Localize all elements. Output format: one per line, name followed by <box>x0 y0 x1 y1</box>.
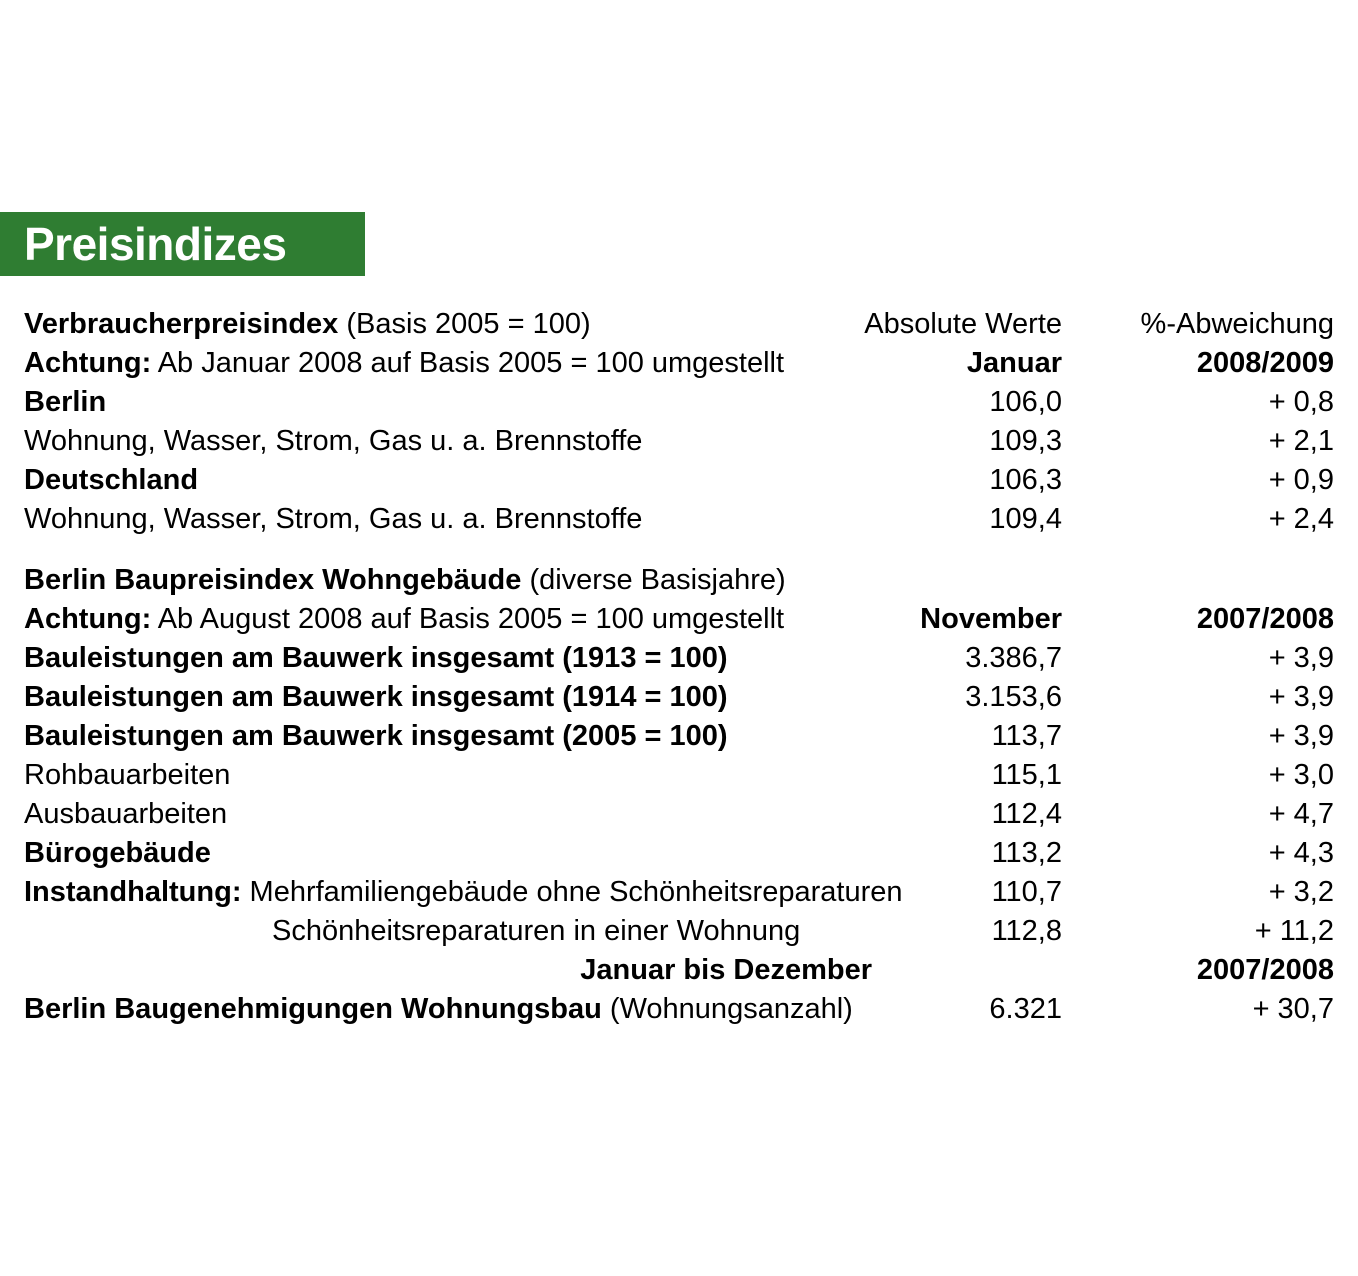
row-value: 3.153,6 <box>965 681 1062 713</box>
section-spacer <box>0 539 1358 561</box>
row-label <box>0 990 872 1029</box>
table-row <box>0 383 1358 422</box>
row-value: 109,4 <box>989 503 1062 535</box>
table-row <box>0 500 1358 539</box>
table-header-row <box>0 305 1358 344</box>
row-label: Bürogebäude <box>24 837 211 869</box>
section2-note-row <box>0 600 1358 639</box>
table-row <box>0 990 1358 1029</box>
section2-title <box>0 561 872 600</box>
row-deviation: + 3,0 <box>1268 759 1334 791</box>
row-label: Bauleistungen am Bauwerk insgesamt (1913 = 100) <box>24 642 728 674</box>
row-deviation: + 3,2 <box>1268 876 1334 908</box>
column-header-absolute: Absolute Werte <box>864 308 1062 340</box>
table-row <box>0 639 1358 678</box>
row-label: Wohnung, Wasser, Strom, Gas u. a. Brennstoffe <box>24 503 643 535</box>
section1-note-lead: Achtung: <box>24 347 152 379</box>
section2-title-row <box>0 561 1358 600</box>
section2-title-lead: Berlin Baupreisindex Wohngebäude <box>24 564 522 596</box>
row-deviation: + 3,9 <box>1268 642 1334 674</box>
section-banner <box>0 212 365 276</box>
row-value: 3.386,7 <box>965 642 1062 674</box>
row-label: Deutschland <box>24 464 199 496</box>
section3-period-deviation: 2007/2008 <box>1196 954 1334 986</box>
section3-period: Januar bis Dezember <box>580 954 872 986</box>
price-index-table <box>0 305 1358 1029</box>
section1-note-rest: Ab Januar 2008 auf Basis 2005 = 100 umgestellt <box>151 347 785 379</box>
section2-period-deviation: 2007/2008 <box>1196 603 1334 635</box>
row-label: Bauleistungen am Bauwerk insgesamt (2005 = 100) <box>24 720 728 752</box>
row-deviation: + 4,7 <box>1268 798 1334 830</box>
row-label: Rohbauarbeiten <box>24 759 231 791</box>
column-header-deviation: %-Abweichung <box>1140 308 1334 340</box>
table-row <box>0 461 1358 500</box>
row-value: 106,0 <box>989 386 1062 418</box>
table-row <box>0 678 1358 717</box>
row-value: 110,7 <box>991 876 1062 908</box>
row-value: 115,1 <box>991 759 1062 791</box>
section1-title <box>0 305 864 344</box>
section2-note-rest: Ab August 2008 auf Basis 2005 = 100 umgestellt <box>151 603 785 635</box>
section2-note-lead: Achtung: <box>24 603 152 635</box>
row-label: Berlin <box>24 386 107 418</box>
maintenance-label-rest: Mehrfamiliengebäude ohne Schönheitsreparaturen <box>241 876 903 908</box>
section1-title-lead: Verbraucherpreisindex <box>24 308 339 340</box>
row-value: 6.321 <box>989 993 1062 1025</box>
row-label: Schönheitsreparaturen in einer Wohnung <box>272 915 801 947</box>
row-deviation: + 2,4 <box>1268 503 1334 535</box>
row-value: 113,2 <box>991 837 1062 869</box>
row-value: 112,8 <box>991 915 1062 947</box>
row-deviation: + 11,2 <box>1254 915 1334 947</box>
row-deviation: + 30,7 <box>1252 993 1334 1025</box>
table-row <box>0 717 1358 756</box>
section2-note <box>0 600 872 639</box>
row-value: 113,7 <box>991 720 1062 752</box>
row-deviation: + 2,1 <box>1268 425 1334 457</box>
table-row <box>0 834 1358 873</box>
section3-row-label-lead: Berlin Baugenehmigungen Wohnungsbau <box>24 993 602 1025</box>
section1-title-rest: (Basis 2005 = 100) <box>338 308 591 340</box>
row-deviation: + 0,8 <box>1268 386 1334 418</box>
table-row <box>0 756 1358 795</box>
table-row <box>0 795 1358 834</box>
section1-period: Januar <box>966 347 1062 379</box>
section2-period: November <box>920 603 1062 635</box>
maintenance-row <box>0 873 1358 912</box>
row-deviation: + 0,9 <box>1268 464 1334 496</box>
row-deviation: + 4,3 <box>1268 837 1334 869</box>
section2-title-rest: (diverse Basisjahre) <box>521 564 786 596</box>
row-value: 112,4 <box>991 798 1062 830</box>
row-value: 109,3 <box>989 425 1062 457</box>
row-deviation: + 3,9 <box>1268 681 1334 713</box>
row-label: Bauleistungen am Bauwerk insgesamt (1914 = 100) <box>24 681 728 713</box>
table-row <box>0 422 1358 461</box>
maintenance-label-lead: Instandhaltung: <box>24 876 242 908</box>
section3-row-label-rest: (Wohnungsanzahl) <box>601 993 853 1025</box>
maintenance-second-row <box>0 912 1358 951</box>
row-label: Wohnung, Wasser, Strom, Gas u. a. Brennstoffe <box>24 425 643 457</box>
section1-period-deviation: 2008/2009 <box>1196 347 1334 379</box>
page-title: Preisindizes <box>24 218 287 270</box>
section3-period-row <box>0 951 1358 990</box>
row-deviation: + 3,9 <box>1268 720 1334 752</box>
row-label <box>0 873 903 912</box>
row-value: 106,3 <box>989 464 1062 496</box>
section1-note-row <box>0 344 1358 383</box>
row-label: Ausbauarbeiten <box>24 798 228 830</box>
section1-note <box>0 344 872 383</box>
